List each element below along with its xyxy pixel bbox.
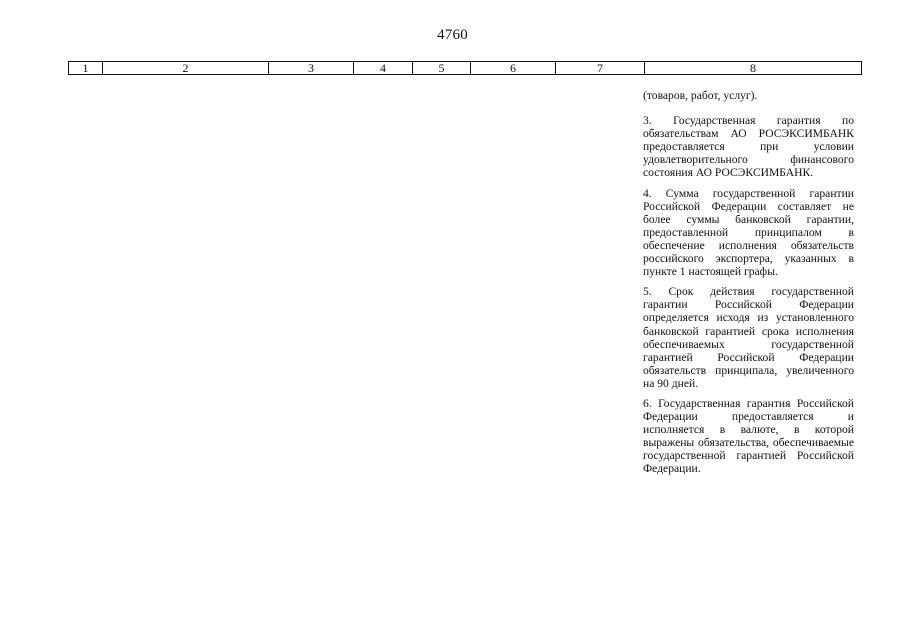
column-header-4: 4 (354, 62, 413, 75)
column-header-8: 8 (645, 62, 862, 75)
paragraph-item-6: 6. Государственная гарантия Российской Федерации предоставляется и исполняется в валюте, в которой выражены обязательства, обеспечиваемые государственной гарантией Российской Федерации. (643, 396, 854, 476)
paragraph-item-4: 4. Сумма государственной гарантии Российской Федерации составляет не более суммы банковской гарантии, предоставленной принципалом в обеспечение исполнения обязательств российского экспортера, указанных в пункте 1 настоящей графы. (643, 186, 854, 279)
paragraph-continuation: (товаров, работ, услуг). (643, 89, 758, 102)
column-header-2: 2 (103, 62, 269, 75)
column-header-7: 7 (556, 62, 645, 75)
column-8-content (643, 89, 854, 483)
column-header-table (68, 61, 862, 75)
column-header-6: 6 (471, 62, 556, 75)
paragraph-item-5: 5. Срок действия государственной гарантии Российской Федерации определяется исходя из установленного банковской гарантией срока исполнения обеспечиваемых государственной гарантией Российской Федерации обязательств принципала, увеличенного на 90 дней. (643, 285, 854, 390)
paragraph-item-3: 3. Государственная гарантия по обязательствам АО РОСЭКСИМБАНК предоставляется при условии удовлетворительного финансового состояния АО РОСЭКСИМБАНК. (643, 114, 854, 180)
page-number: 4760 (437, 27, 468, 43)
column-header-row (69, 62, 862, 75)
column-header-1: 1 (69, 62, 103, 75)
column-header-5: 5 (413, 62, 471, 75)
column-header-3: 3 (269, 62, 354, 75)
